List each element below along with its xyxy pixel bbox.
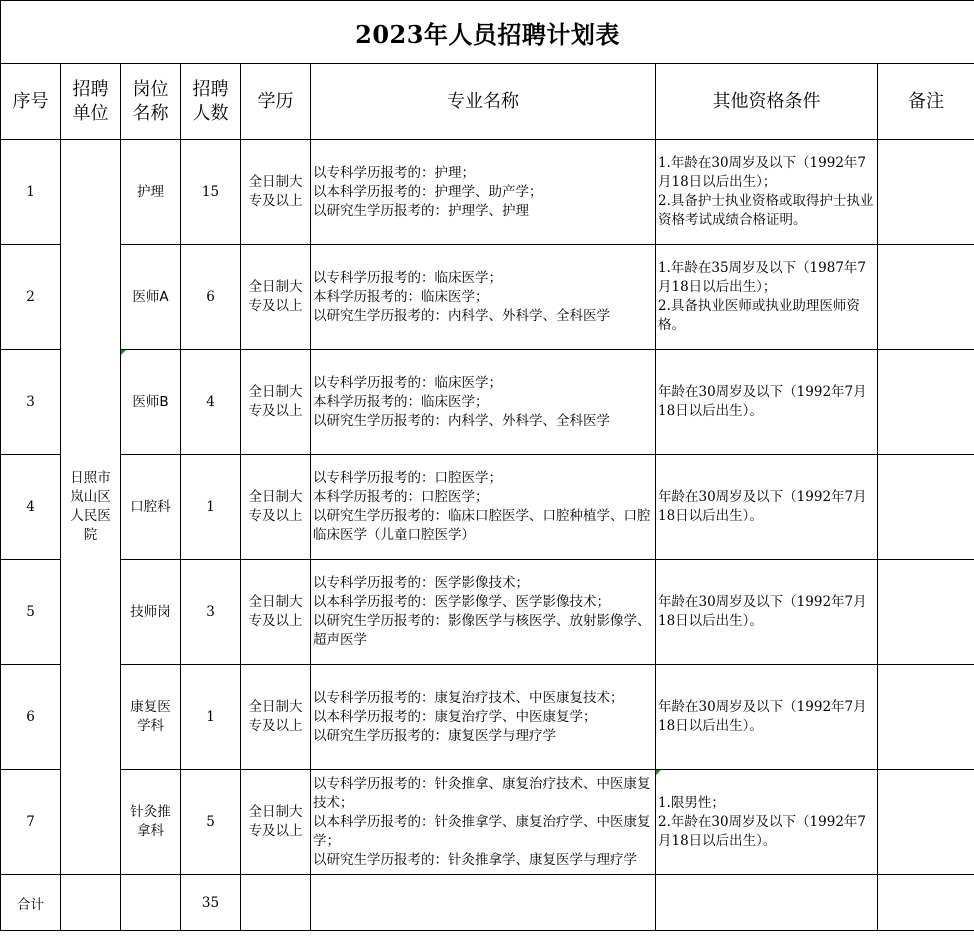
table-row [1, 140, 974, 245]
header-position [121, 64, 181, 140]
count-cell: 5 [181, 770, 241, 875]
other-cell [656, 455, 878, 560]
seq-cell: 6 [1, 665, 61, 770]
major-line: 本科学历报考的：口腔医学； [313, 489, 489, 505]
major-cell [311, 140, 656, 245]
position-cell [121, 245, 181, 350]
remark-cell [878, 770, 974, 875]
position-line: 医师B [132, 393, 169, 410]
major-line: 以本科学历报考的：医学影像学、医学影像技术； [313, 594, 610, 610]
position-line: 技师岗 [130, 603, 171, 620]
position-cell [121, 665, 181, 770]
remark-cell [878, 665, 974, 770]
position-line: 康复医 [130, 699, 171, 715]
empty-cell [656, 875, 878, 931]
major-line: 以专科学历报考的：临床医学； [313, 269, 502, 286]
major-line: 以研究生学历报考的：康复医学与理疗学 [313, 727, 556, 744]
education-cell: 全日制大专及以上 [241, 140, 311, 245]
header-major: 专业名称 [311, 64, 656, 140]
header-unit-line2: 单位 [72, 102, 109, 124]
major-cell [311, 350, 656, 455]
major-cell [311, 665, 656, 770]
remark-cell [878, 245, 974, 350]
table-row [1, 665, 974, 770]
header-remark: 备注 [878, 64, 974, 140]
remark-cell [878, 455, 974, 560]
major-line: 本科学历报考的：临床医学； [313, 288, 489, 305]
major-line: 以专科学历报考的：临床医学； [313, 374, 502, 391]
other-cell [656, 350, 878, 455]
other-cell [656, 245, 878, 350]
header-count-line1: 招聘 [192, 78, 229, 100]
unit-name-line: 人民医 [70, 508, 111, 524]
education-cell: 全日制大专及以上 [241, 455, 311, 560]
remark-cell [878, 560, 974, 665]
other-line: 2.具备护士执业资格或取得护士执业资格考试成绩合格证明。 [658, 193, 874, 228]
major-line: 以专科学历报考的：针灸推拿、康复治疗技术、中医康复技术； [313, 775, 651, 811]
major-line: 以专科学历报考的：护理； [313, 164, 475, 181]
other-line: 年龄在30周岁及以下（1992年7月18日以后出生）。 [658, 699, 867, 734]
seq-cell: 4 [1, 455, 61, 560]
position-line: 口腔科 [130, 498, 171, 515]
count-cell: 1 [181, 665, 241, 770]
table-row [1, 350, 974, 455]
major-line: 以研究生学历报考的：临床口腔医学、口腔种植学、口腔临床医学（儿童口腔医学） [313, 508, 651, 543]
total-label: 合计 [1, 875, 61, 931]
count-cell: 4 [181, 350, 241, 455]
education-cell: 全日制大专及以上 [241, 350, 311, 455]
education-cell: 全日制大专及以上 [241, 665, 311, 770]
position-cell [121, 350, 181, 455]
other-line: 1.年龄在30周岁及以下（1992年7月18日以后出生）； [658, 155, 867, 190]
education-cell: 全日制大专及以上 [241, 245, 311, 350]
header-count [181, 64, 241, 140]
header-other: 其他资格条件 [656, 64, 878, 140]
other-line: 2.年龄在30周岁及以下（1992年7月18日以后出生）。 [658, 813, 867, 849]
education-cell: 全日制大专及以上 [241, 770, 311, 875]
position-cell [121, 770, 181, 875]
education-cell: 全日制大专及以上 [241, 560, 311, 665]
position-cell [121, 140, 181, 245]
total-row [1, 875, 974, 931]
other-cell [656, 770, 878, 875]
major-line: 以本科学历报考的：护理学、助产学； [313, 183, 543, 200]
header-unit [61, 64, 121, 140]
position-line: 拿科 [137, 823, 164, 839]
remark-cell [878, 350, 974, 455]
table-row [1, 245, 974, 350]
major-line: 以专科学历报考的：医学影像技术； [313, 575, 529, 591]
empty-cell [61, 875, 121, 931]
seq-cell: 7 [1, 770, 61, 875]
seq-cell: 5 [1, 560, 61, 665]
header-count-line2: 人数 [192, 102, 229, 124]
position-line: 医师A [132, 288, 169, 305]
major-line: 以研究生学历报考的：护理学、护理 [313, 202, 529, 219]
empty-cell [241, 875, 311, 931]
major-line: 以本科学历报考的：康复治疗学、中医康复学； [313, 708, 597, 725]
empty-cell [121, 875, 181, 931]
count-cell: 15 [181, 140, 241, 245]
header-unit-line1: 招聘 [72, 78, 109, 100]
count-cell: 1 [181, 455, 241, 560]
remark-cell [878, 140, 974, 245]
major-cell [311, 560, 656, 665]
major-line: 以专科学历报考的：康复治疗技术、中医康复技术； [313, 689, 624, 706]
position-line: 护理 [137, 183, 164, 200]
unit-name-line: 岚山区 [70, 489, 111, 505]
major-line: 本科学历报考的：临床医学； [313, 393, 489, 410]
major-line: 以研究生学历报考的：内科学、外科学、全科医学 [313, 307, 610, 324]
position-line: 针灸推 [130, 804, 171, 820]
total-count: 35 [181, 875, 241, 931]
unit-cell [61, 140, 121, 875]
other-line: 2.具备执业医师或执业助理医师资格。 [658, 298, 860, 333]
major-cell [311, 770, 656, 875]
other-cell [656, 560, 878, 665]
position-line: 学科 [137, 718, 164, 734]
empty-cell [311, 875, 656, 931]
page-title: 2023年人员招聘计划表 [1, 1, 974, 64]
position-cell [121, 455, 181, 560]
other-line: 1.年龄在35周岁及以下（1987年7月18日以后出生）； [658, 260, 867, 295]
seq-cell: 2 [1, 245, 61, 350]
seq-cell: 1 [1, 140, 61, 245]
other-line: 年龄在30周岁及以下（1992年7月18日以后出生）。 [658, 489, 867, 524]
unit-name-line: 日照市 [70, 470, 111, 486]
other-line: 1.限男性； [658, 794, 725, 811]
table-row [1, 770, 974, 875]
major-line: 以研究生学历报考的：影像医学与核医学、放射影像学、超声医学 [313, 613, 651, 648]
other-cell [656, 140, 878, 245]
other-line: 年龄在30周岁及以下（1992年7月18日以后出生）。 [658, 384, 867, 419]
major-line: 以研究生学历报考的：内科学、外科学、全科医学 [313, 412, 610, 429]
other-cell [656, 665, 878, 770]
major-line: 以专科学历报考的：口腔医学； [313, 470, 502, 486]
major-cell [311, 245, 656, 350]
header-education: 学历 [241, 64, 311, 140]
major-cell [311, 455, 656, 560]
position-cell [121, 560, 181, 665]
major-line: 以研究生学历报考的：针灸推拿学、康复医学与理疗学 [313, 851, 637, 868]
other-line: 年龄在30周岁及以下（1992年7月18日以后出生）。 [658, 594, 867, 629]
header-position-line1: 岗位 [132, 78, 169, 100]
table-row [1, 455, 974, 560]
header-row [1, 64, 974, 140]
count-cell: 3 [181, 560, 241, 665]
unit-name-line: 院 [83, 527, 98, 543]
major-line: 以本科学历报考的：针灸推拿学、康复治疗学、中医康复学； [313, 813, 651, 849]
count-cell: 6 [181, 245, 241, 350]
table-row [1, 560, 974, 665]
header-seq: 序号 [1, 64, 61, 140]
header-position-line2: 名称 [132, 102, 169, 124]
seq-cell: 3 [1, 350, 61, 455]
empty-cell [878, 875, 974, 931]
